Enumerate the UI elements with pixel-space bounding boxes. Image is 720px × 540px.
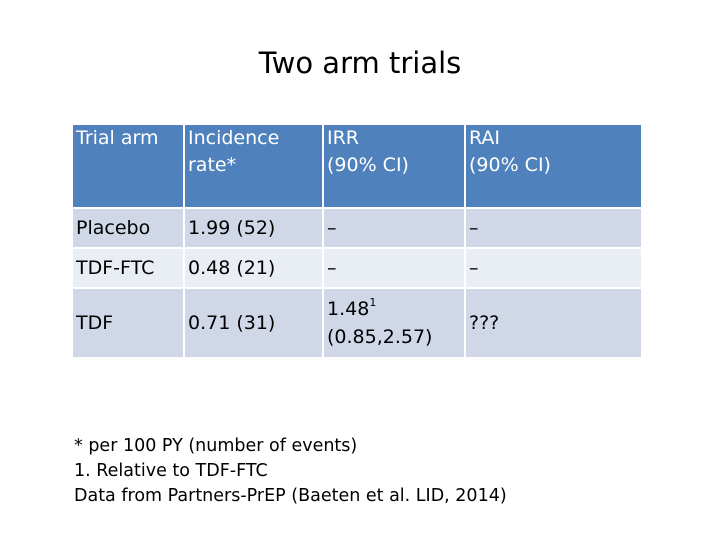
header-irr-line2: (90% CI): [327, 154, 409, 176]
header-irr-line1: IRR: [327, 127, 360, 149]
footnotes: [74, 434, 507, 509]
header-rai: [465, 124, 642, 208]
cell-arm: TDF: [72, 288, 184, 358]
cell-incidence: 0.71 (31): [184, 288, 323, 358]
cell-rai: ???: [465, 288, 642, 358]
cell-arm: Placebo: [72, 208, 184, 248]
header-irr: [323, 124, 465, 208]
header-trial-arm-line1: Trial arm: [76, 127, 159, 149]
table-row: [72, 248, 642, 288]
cell-irr: [323, 288, 465, 358]
cell-rai: –: [465, 248, 642, 288]
header-incidence-line2: rate*: [188, 154, 237, 176]
cell-incidence: 0.48 (21): [184, 248, 323, 288]
two-arm-trials-table: [71, 123, 643, 359]
header-incidence-line1: Incidence: [188, 127, 280, 149]
cell-irr: –: [323, 208, 465, 248]
cell-rai: –: [465, 208, 642, 248]
table-row: [72, 288, 642, 358]
footnote-relative: 1. Relative to TDF-FTC: [74, 461, 268, 481]
header-rai-line1: RAI: [469, 127, 501, 149]
header-rai-line2: (90% CI): [469, 154, 551, 176]
irr-value: 1.48: [327, 298, 370, 320]
irr-value-line: [327, 295, 464, 323]
table-row: [72, 208, 642, 248]
footnote-source: Data from Partners-PrEP (Baeten et al. LID, 2014): [74, 486, 507, 506]
header-trial-arm: [72, 124, 184, 208]
table-header-row: [72, 124, 642, 208]
footnote-incidence: * per 100 PY (number of events): [74, 436, 358, 456]
irr-footnote-marker: 1: [369, 296, 377, 309]
cell-incidence: 1.99 (52): [184, 208, 323, 248]
cell-arm: TDF-FTC: [72, 248, 184, 288]
irr-ci: (0.85,2.57): [327, 326, 433, 348]
header-incidence: [184, 124, 323, 208]
cell-irr: –: [323, 248, 465, 288]
slide-title: Two arm trials: [258, 46, 462, 80]
